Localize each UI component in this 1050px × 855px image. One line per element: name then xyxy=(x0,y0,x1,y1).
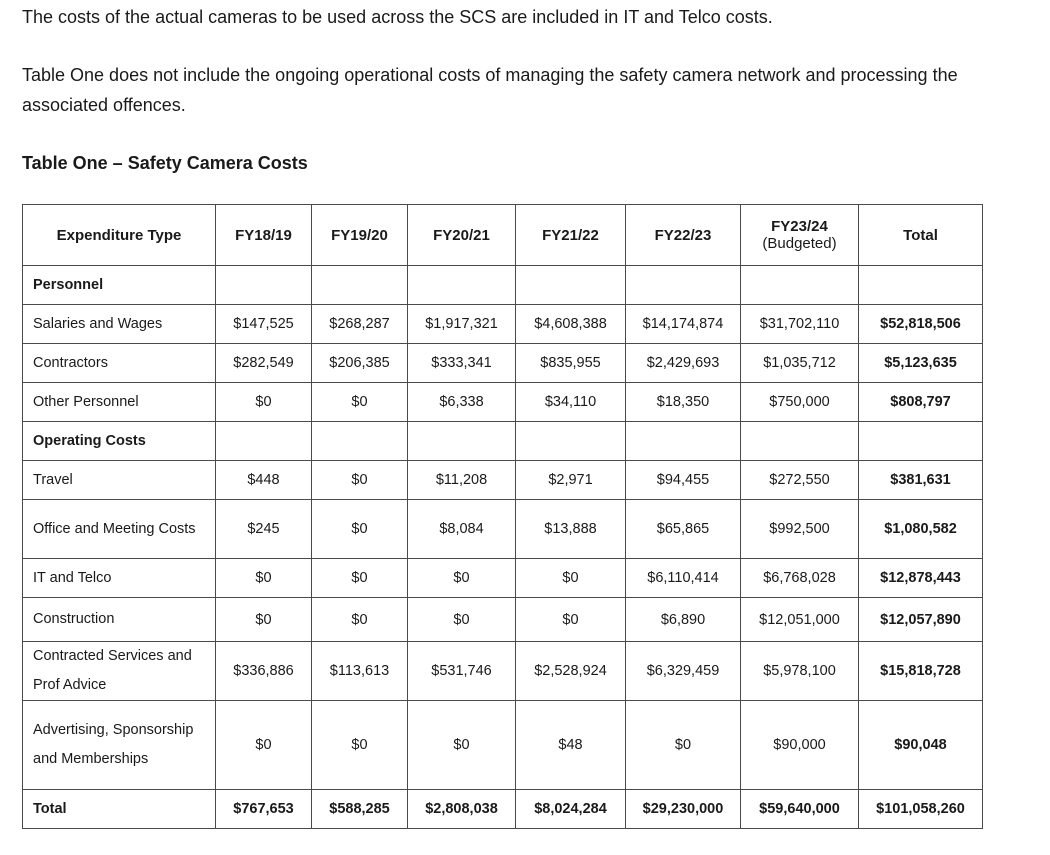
table-row xyxy=(23,701,983,790)
cell-value: $2,971 xyxy=(516,461,626,500)
cell-value: $206,385 xyxy=(312,344,408,383)
header-total: Total xyxy=(859,205,983,266)
cell-value: $6,768,028 xyxy=(741,559,859,598)
cell-value: $268,287 xyxy=(312,305,408,344)
safety-camera-costs-table xyxy=(22,204,983,829)
cell-value: $0 xyxy=(516,559,626,598)
table-row xyxy=(23,559,983,598)
table-row xyxy=(23,598,983,642)
table-row xyxy=(23,461,983,500)
header-fy2122: FY21/22 xyxy=(516,205,626,266)
cell-row-total: $90,048 xyxy=(859,701,983,790)
row-label: Other Personnel xyxy=(23,383,216,422)
cell-value: $8,084 xyxy=(408,500,516,559)
cell-value: $588,285 xyxy=(312,790,408,829)
header-expenditure-type: Expenditure Type xyxy=(23,205,216,266)
cell-value: $336,886 xyxy=(216,642,312,701)
intro-paragraph-cameras: The costs of the actual cameras to be used across the SCS are included in IT and Telco costs. xyxy=(22,7,773,27)
table-row xyxy=(23,344,983,383)
row-label: Salaries and Wages xyxy=(23,305,216,344)
header-fy2324-budgeted: (Budgeted) xyxy=(762,235,837,252)
intro-paragraph-exclusions: Table One does not include the ongoing operational costs of managing the safety camera network and processing the associated offences. xyxy=(22,65,958,115)
cell-value: $29,230,000 xyxy=(626,790,741,829)
table-total-row xyxy=(23,790,983,829)
cell-value: $6,110,414 xyxy=(626,559,741,598)
cell-value: $0 xyxy=(312,383,408,422)
cell-value: $1,917,321 xyxy=(408,305,516,344)
table-row xyxy=(23,642,983,701)
cell-value: $147,525 xyxy=(216,305,312,344)
cell-value: $0 xyxy=(312,559,408,598)
header-fy1920: FY19/20 xyxy=(312,205,408,266)
cell-value: $0 xyxy=(408,701,516,790)
cell-value: $8,024,284 xyxy=(516,790,626,829)
row-label: Construction xyxy=(23,598,216,642)
cell-value: $90,000 xyxy=(741,701,859,790)
cell-value: $1,035,712 xyxy=(741,344,859,383)
cell-value: $65,865 xyxy=(626,500,741,559)
cell-row-total: $101,058,260 xyxy=(859,790,983,829)
cell-value: $0 xyxy=(516,598,626,642)
cell-row-total: $5,123,635 xyxy=(859,344,983,383)
cell-value: $750,000 xyxy=(741,383,859,422)
cell-value: $11,208 xyxy=(408,461,516,500)
table-row xyxy=(23,500,983,559)
cell-row-total: $52,818,506 xyxy=(859,305,983,344)
cell-value: $448 xyxy=(216,461,312,500)
cell-value: $0 xyxy=(216,598,312,642)
cell-value: $18,350 xyxy=(626,383,741,422)
header-fy2223: FY22/23 xyxy=(626,205,741,266)
table-title: Table One – Safety Camera Costs xyxy=(22,153,308,173)
cell-value: $992,500 xyxy=(741,500,859,559)
cell-row-total: $381,631 xyxy=(859,461,983,500)
cell-row-total: $12,878,443 xyxy=(859,559,983,598)
cell-value: $272,550 xyxy=(741,461,859,500)
cell-value: $531,746 xyxy=(408,642,516,701)
cell-value: $0 xyxy=(216,383,312,422)
cell-value: $5,978,100 xyxy=(741,642,859,701)
cell-value: $0 xyxy=(408,559,516,598)
cell-value: $12,051,000 xyxy=(741,598,859,642)
row-label: IT and Telco xyxy=(23,559,216,598)
cell-value: $48 xyxy=(516,701,626,790)
row-label: Travel xyxy=(23,461,216,500)
cell-value: $0 xyxy=(216,701,312,790)
cell-value: $0 xyxy=(312,500,408,559)
cell-value: $333,341 xyxy=(408,344,516,383)
cell-value: $13,888 xyxy=(516,500,626,559)
table-row xyxy=(23,383,983,422)
row-label: Contracted Services and Prof Advice xyxy=(23,642,216,701)
section-row-personnel xyxy=(23,266,983,305)
cell-value: $2,429,693 xyxy=(626,344,741,383)
cell-value: $0 xyxy=(312,701,408,790)
row-label: Office and Meeting Costs xyxy=(23,500,216,559)
cell-value: $767,653 xyxy=(216,790,312,829)
section-label-operating-costs: Operating Costs xyxy=(23,422,216,461)
cell-value: $4,608,388 xyxy=(516,305,626,344)
table-row xyxy=(23,305,983,344)
table-header-row xyxy=(23,205,983,266)
cell-value: $14,174,874 xyxy=(626,305,741,344)
cell-value: $59,640,000 xyxy=(741,790,859,829)
cell-value: $6,338 xyxy=(408,383,516,422)
header-fy2021: FY20/21 xyxy=(408,205,516,266)
cell-value: $94,455 xyxy=(626,461,741,500)
cell-value: $6,890 xyxy=(626,598,741,642)
row-label: Contractors xyxy=(23,344,216,383)
cell-row-total: $1,080,582 xyxy=(859,500,983,559)
cell-row-total: $808,797 xyxy=(859,383,983,422)
cell-value: $2,528,924 xyxy=(516,642,626,701)
cell-value: $0 xyxy=(312,598,408,642)
cell-value: $0 xyxy=(312,461,408,500)
cell-value: $835,955 xyxy=(516,344,626,383)
cell-value: $6,329,459 xyxy=(626,642,741,701)
cell-value: $34,110 xyxy=(516,383,626,422)
cell-value: $282,549 xyxy=(216,344,312,383)
cell-value: $113,613 xyxy=(312,642,408,701)
cell-value: $0 xyxy=(408,598,516,642)
cell-row-total: $15,818,728 xyxy=(859,642,983,701)
cell-value: $31,702,110 xyxy=(741,305,859,344)
cell-row-total: $12,057,890 xyxy=(859,598,983,642)
cell-value: $245 xyxy=(216,500,312,559)
section-label-personnel: Personnel xyxy=(23,266,216,305)
cell-value: $2,808,038 xyxy=(408,790,516,829)
header-fy2324-label: FY23/24 xyxy=(771,218,828,235)
cell-value: $0 xyxy=(216,559,312,598)
header-fy2324 xyxy=(741,205,859,266)
row-label: Advertising, Sponsorship and Memberships xyxy=(23,701,216,790)
cell-value: $0 xyxy=(626,701,741,790)
header-fy1819: FY18/19 xyxy=(216,205,312,266)
section-row-operating-costs xyxy=(23,422,983,461)
row-label: Total xyxy=(23,790,216,829)
